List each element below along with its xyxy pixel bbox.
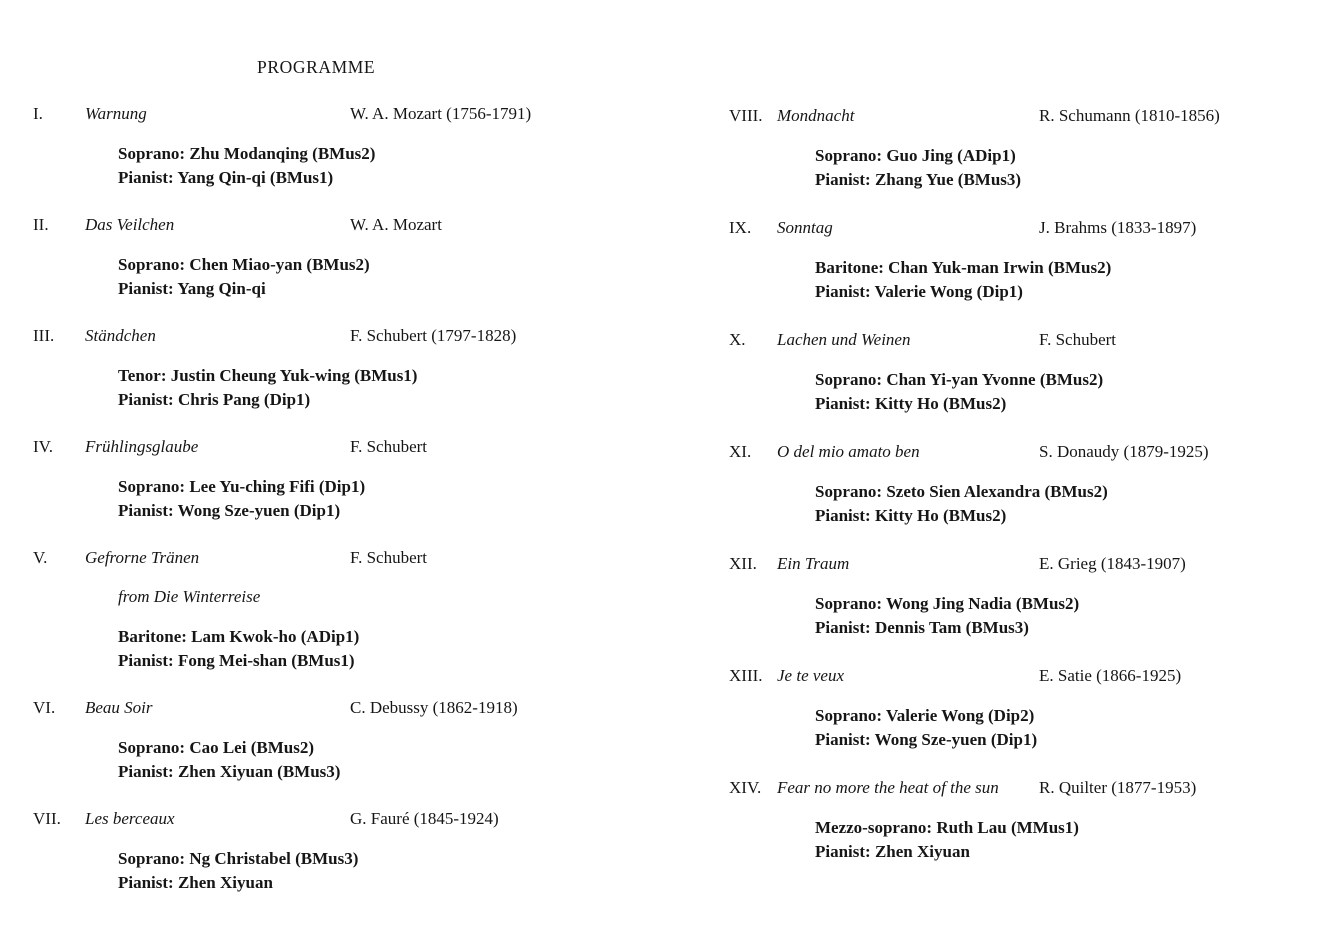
- item-numeral: XII.: [729, 554, 757, 573]
- programme-item: [729, 105, 1329, 192]
- performer-line: Pianist: Valerie Wong (Dip1): [815, 282, 1023, 301]
- performer-line: Pianist: Fong Mei-shan (BMus1): [118, 651, 355, 670]
- composer-name: J. Brahms (1833-1897): [1039, 218, 1197, 237]
- item-numeral: XIII.: [729, 666, 763, 685]
- performers-block: [815, 368, 1329, 416]
- performer-line: Soprano: Cao Lei (BMus2): [118, 738, 314, 757]
- piece-title: Gefrorne Tränen: [85, 548, 200, 567]
- performer-line: Pianist: Zhen Xiyuan: [118, 873, 273, 892]
- composer-name: E. Grieg (1843-1907): [1039, 554, 1186, 573]
- performers-block: [118, 475, 678, 523]
- programme-column-left: [33, 103, 678, 919]
- item-numeral: XI.: [729, 442, 752, 461]
- item-header: [729, 441, 1329, 463]
- item-numeral: VI.: [33, 698, 56, 717]
- composer-name: F. Schubert: [1039, 330, 1117, 349]
- performer-line: Pianist: Wong Sze-yuen (Dip1): [118, 501, 341, 520]
- performers-block: [815, 256, 1329, 304]
- performer-line: Pianist: Zhen Xiyuan: [815, 842, 970, 861]
- performer-line: Soprano: Szeto Sien Alexandra (BMus2): [815, 482, 1108, 501]
- performer-line: Soprano: Lee Yu-ching Fifi (Dip1): [118, 477, 366, 496]
- piece-title: Sonntag: [777, 218, 833, 237]
- performers-block: [118, 253, 678, 301]
- item-numeral: II.: [33, 215, 49, 234]
- performer-line: Soprano: Chen Miao-yan (BMus2): [118, 255, 370, 274]
- item-header: [33, 103, 678, 125]
- composer-name: S. Donaudy (1879-1925): [1039, 442, 1209, 461]
- item-numeral: VIII.: [729, 106, 763, 125]
- performer-line: Pianist: Kitty Ho (BMus2): [815, 506, 1007, 525]
- performer-line: Pianist: Kitty Ho (BMus2): [815, 394, 1007, 413]
- performer-line: Baritone: Chan Yuk-man Irwin (BMus2): [815, 258, 1112, 277]
- performers-block: [815, 144, 1329, 192]
- item-header: [729, 329, 1329, 351]
- performers-block: [118, 142, 678, 190]
- programme-item: [33, 325, 678, 412]
- performer-line: Pianist: Wong Sze-yuen (Dip1): [815, 730, 1038, 749]
- performer-line: Pianist: Zhen Xiyuan (BMus3): [118, 762, 341, 781]
- composer-name: W. A. Mozart: [350, 215, 442, 234]
- composer-name: C. Debussy (1862-1918): [350, 698, 518, 717]
- piece-title: Frühlingsglaube: [85, 437, 199, 456]
- composer-name: F. Schubert: [350, 548, 428, 567]
- performer-line: Soprano: Zhu Modanqing (BMus2): [118, 144, 376, 163]
- performer-line: Pianist: Yang Qin-qi (BMus1): [118, 168, 334, 187]
- programme-column-right: [729, 105, 1329, 889]
- composer-name: F. Schubert: [350, 437, 428, 456]
- programme-item: [729, 329, 1329, 416]
- piece-subtitle: from Die Winterreise: [118, 587, 261, 606]
- programme-item: [33, 103, 678, 190]
- performer-line: Soprano: Valerie Wong (Dip2): [815, 706, 1035, 725]
- piece-title: O del mio amato ben: [777, 442, 920, 461]
- piece-title: Warnung: [85, 104, 147, 123]
- performers-block: [118, 364, 678, 412]
- item-header: [729, 553, 1329, 575]
- item-header: [33, 214, 678, 236]
- item-header: [729, 217, 1329, 239]
- performers-block: [815, 592, 1329, 640]
- programme-item: [729, 665, 1329, 752]
- performer-line: Baritone: Lam Kwok-ho (ADip1): [118, 627, 360, 646]
- item-numeral: VII.: [33, 809, 61, 828]
- item-header: [33, 697, 678, 719]
- performers-block: [815, 480, 1329, 528]
- programme-item: [33, 697, 678, 784]
- item-numeral: XIV.: [729, 778, 762, 797]
- performer-line: Soprano: Wong Jing Nadia (BMus2): [815, 594, 1080, 613]
- programme-item: [729, 553, 1329, 640]
- performers-block: [118, 625, 678, 673]
- programme-item: [33, 214, 678, 301]
- piece-title: Ständchen: [85, 326, 156, 345]
- composer-name: E. Satie (1866-1925): [1039, 666, 1182, 685]
- programme-item: [729, 777, 1329, 864]
- programme-item: [729, 217, 1329, 304]
- item-header: [33, 808, 678, 830]
- item-header: [729, 105, 1329, 127]
- composer-name: F. Schubert (1797-1828): [350, 326, 517, 345]
- programme-item: [33, 436, 678, 523]
- composer-name: R. Quilter (1877-1953): [1039, 778, 1197, 797]
- performers-block: [815, 816, 1329, 864]
- item-numeral: I.: [33, 104, 43, 123]
- item-header: [729, 665, 1329, 687]
- performer-line: Pianist: Dennis Tam (BMus3): [815, 618, 1029, 637]
- performer-line: Pianist: Chris Pang (Dip1): [118, 390, 311, 409]
- item-numeral: IX.: [729, 218, 752, 237]
- item-numeral: III.: [33, 326, 55, 345]
- composer-name: G. Fauré (1845-1924): [350, 809, 499, 828]
- page-title: PROGRAMME: [257, 57, 376, 77]
- piece-title: Lachen und Weinen: [777, 330, 911, 349]
- performers-block: [815, 704, 1329, 752]
- piece-title: Ein Traum: [777, 554, 850, 573]
- performer-line: Pianist: Zhang Yue (BMus3): [815, 170, 1022, 189]
- piece-title: Je te veux: [777, 666, 844, 685]
- item-header: [729, 777, 1329, 799]
- performers-block: [118, 736, 678, 784]
- item-numeral: X.: [729, 330, 746, 349]
- piece-title: Das Veilchen: [85, 215, 175, 234]
- programme-item: [729, 441, 1329, 528]
- performer-line: Soprano: Guo Jing (ADip1): [815, 146, 1016, 165]
- piece-title: Beau Soir: [85, 698, 153, 717]
- item-numeral: IV.: [33, 437, 53, 456]
- item-numeral: V.: [33, 548, 48, 567]
- performer-line: Mezzo-soprano: Ruth Lau (MMus1): [815, 818, 1079, 837]
- piece-title: Fear no more the heat of the sun: [777, 778, 999, 797]
- item-header: [33, 547, 678, 569]
- performers-block: [118, 847, 678, 895]
- performer-line: Tenor: Justin Cheung Yuk-wing (BMus1): [118, 366, 418, 385]
- piece-title: Les berceaux: [85, 809, 175, 828]
- item-header: [33, 325, 678, 347]
- composer-name: W. A. Mozart (1756-1791): [350, 104, 532, 123]
- item-header: [33, 436, 678, 458]
- composer-name: R. Schumann (1810-1856): [1039, 106, 1220, 125]
- performer-line: Soprano: Chan Yi-yan Yvonne (BMus2): [815, 370, 1104, 389]
- piece-title: Mondnacht: [777, 106, 855, 125]
- programme-item: [33, 547, 678, 673]
- performer-line: Soprano: Ng Christabel (BMus3): [118, 849, 359, 868]
- performer-line: Pianist: Yang Qin-qi: [118, 279, 266, 298]
- programme-item: [33, 808, 678, 895]
